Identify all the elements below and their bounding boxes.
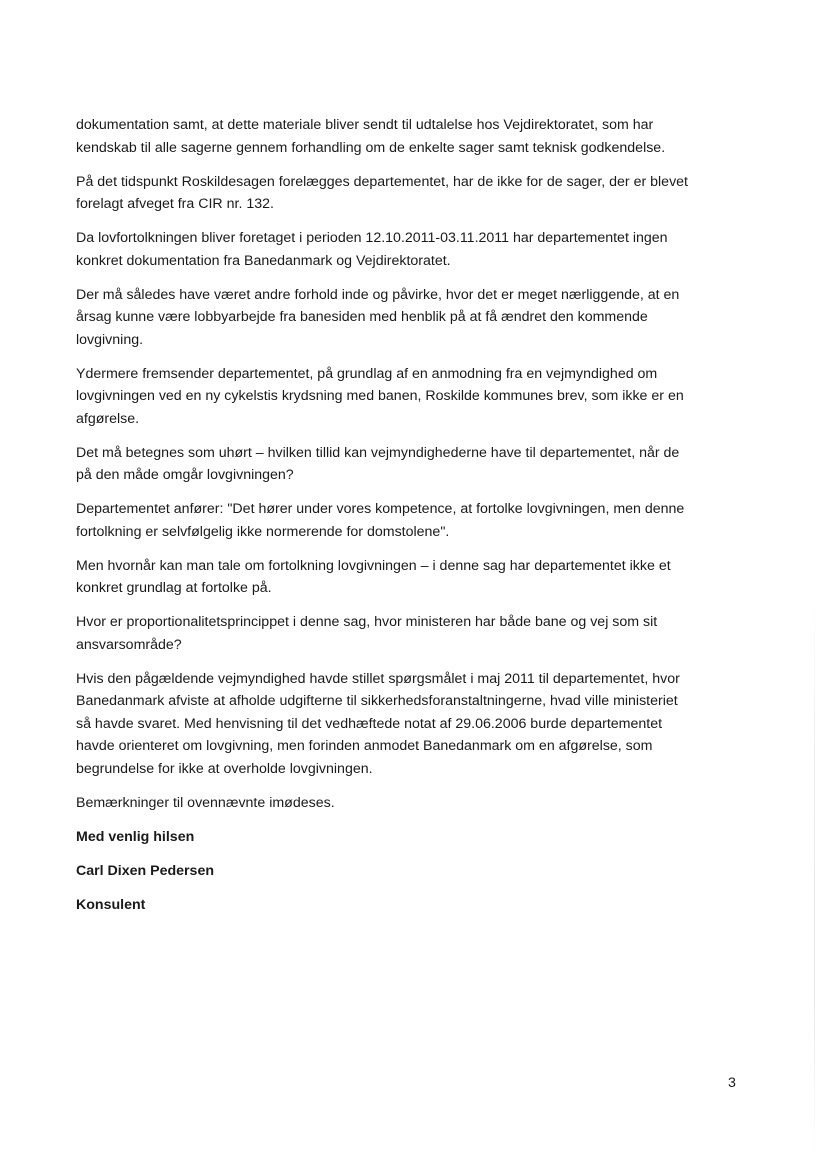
paragraph-lobbying: Der må således have været andre forhold inde og påvirke, hvor det er meget nærliggende, at en årsag kunne være lobbyarbejde fra banesiden med henblik på at få ændret den kommende lovgivning. xyxy=(76,286,680,348)
paragraph-remarks: Bemærkninger til ovennævnte imødeses. xyxy=(76,794,335,811)
paragraph-law-interpretation: Da lovfortolkningen bliver foretaget i perioden 12.10.2011-03.11.2011 har departementet ingen konkret dokumentation fra Banedanmark og Vejdirektoratet. xyxy=(76,230,668,269)
paragraph-proportionality: Hvor er proportionalitetsprincippet i denne sag, hvor ministeren har både bane og vej som sit ansvarsområde? xyxy=(76,614,658,653)
paragraph-documentation: dokumentation samt, at dette materiale bliver sendt til udtalelse hos Vejdirektoratet, som har kendskab til alle sagerne gennem forhandling om de enkelte sager samt teknisk godkendelse. xyxy=(76,117,666,156)
signer-name: Carl Dixen Pedersen xyxy=(76,862,214,879)
paragraph-roskilde-case: På det tidspunkt Roskildesagen forelægges departementet, har de ikke for de sager, der er blevet forelagt afveget fra CIR nr. 132. xyxy=(76,173,689,212)
letter-body xyxy=(76,114,748,928)
paragraph-interpretation-basis: Men hvornår kan man tale om fortolkning lovgivningen – i denne sag har departementet ikke et konkret grundlag at fortolke på. xyxy=(76,557,671,596)
paragraph-competence: Departementet anfører: "Det hører under vores kompetence, at fortolke lovgivningen, men denne fortolkning er selvfølgelig ikke normerende for domstolene". xyxy=(76,501,685,540)
page-number: 3 xyxy=(728,1075,736,1091)
closing-greeting: Med venlig hilsen xyxy=(76,828,195,845)
signer-title: Konsulent xyxy=(76,896,146,913)
paragraph-trust: Det må betegnes som uhørt – hvilken tillid kan vejmyndighederne have til departementet, når de på den måde omgår lovgivningen? xyxy=(76,444,680,483)
scan-edge-artifact xyxy=(814,600,815,1160)
paragraph-hypothetical: Hvis den pågældende vejmyndighed havde stillet spørgsmålet i maj 2011 til departementet, hvor Banedanmark afviste at afholde udgifterne til sikkerhedsforanstaltningerne, hvad ville ministeriet så havde svaret. Med henvisning til det vedhæftede notat af 29.06.2006 burde departementet havde orienteret om lovgivning, men forinden anmodet Banedanmark om en afgørelse, som begrundelse for ikke at overholde lovgivningen. xyxy=(76,670,680,777)
paragraph-bike-path: Ydermere fremsender departementet, på grundlag af en anmodning fra en vejmyndighed om lovgivningen ved en ny cykelstis krydsning med banen, Roskilde kommunes brev, som ikke er en afgørelse. xyxy=(76,365,684,427)
